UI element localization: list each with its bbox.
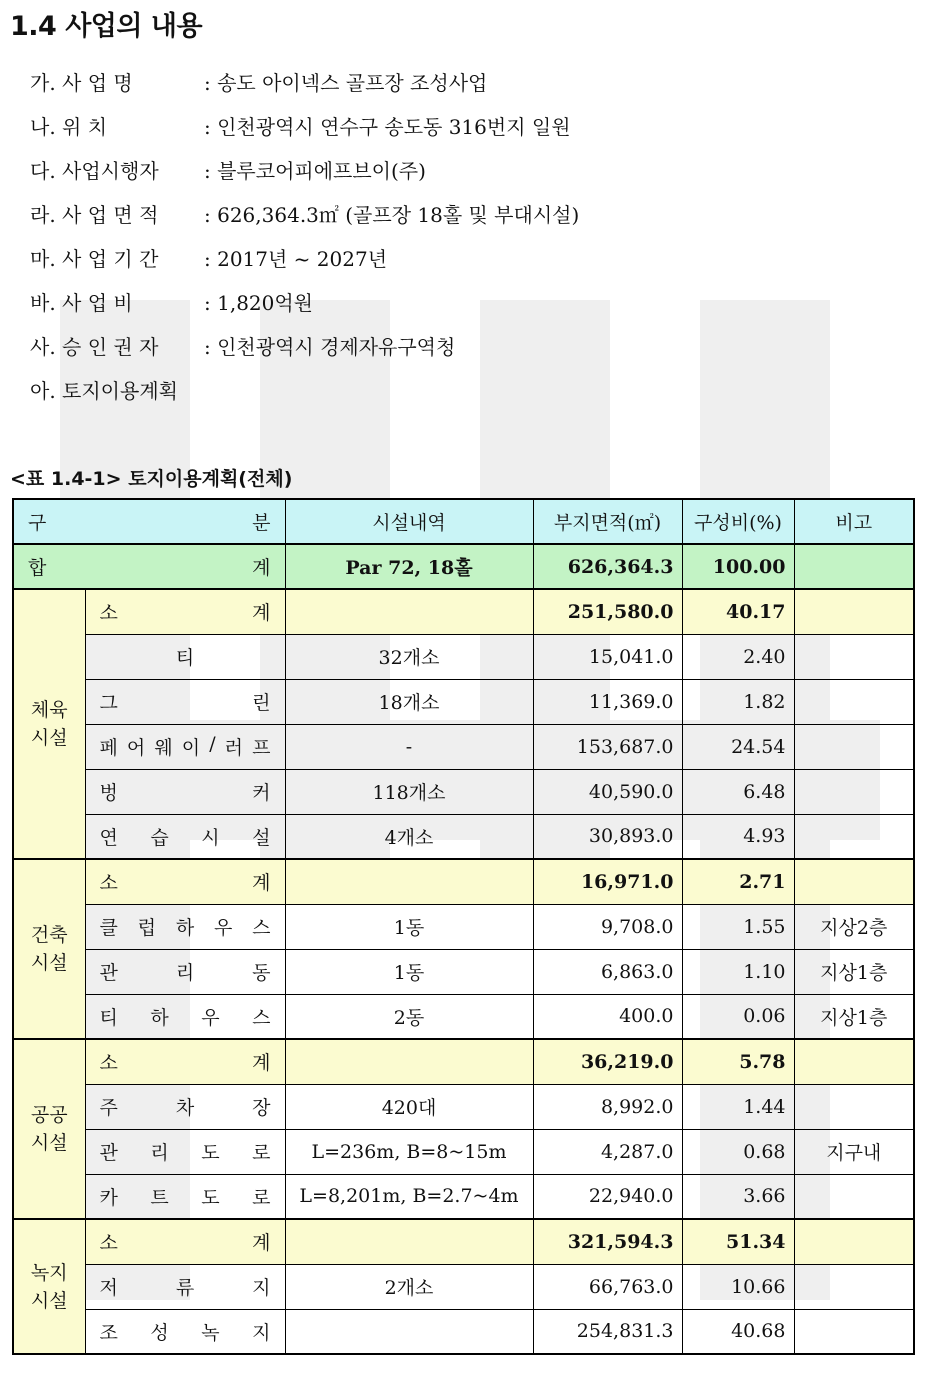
item-name-char: 습: [150, 826, 169, 849]
table-row: [13, 994, 914, 1039]
item-name: [85, 1084, 285, 1129]
info-row: [30, 198, 579, 242]
group-label: [13, 1039, 85, 1219]
item-name-char: 동: [252, 962, 271, 984]
item-ratio: 10.66: [682, 1264, 794, 1309]
section-title: 1.4 사업의 내용: [10, 11, 203, 42]
item-name-char: 관: [99, 962, 118, 984]
item-name-char: 성: [150, 1321, 169, 1344]
item-facility: 32개소: [285, 634, 533, 679]
item-name: [85, 814, 285, 859]
subtotal-ratio: 2.71: [682, 859, 794, 904]
table-row: [13, 904, 914, 949]
table-row: [13, 814, 914, 859]
item-name-char: 럽: [137, 917, 157, 939]
subtotal-facility: [285, 1039, 533, 1084]
info-label: 가. 사 업 명: [30, 71, 133, 95]
item-ratio: 24.54: [682, 724, 794, 769]
table-row: [13, 1129, 914, 1174]
subtotal-row: [13, 859, 914, 904]
item-note: [794, 724, 914, 769]
item-ratio: 1.10: [682, 949, 794, 994]
item-name-char: 우: [201, 1006, 220, 1029]
table-row: [13, 679, 914, 724]
item-name: [85, 1264, 285, 1309]
item-name-char: 트: [150, 1186, 169, 1209]
item-ratio: 4.93: [682, 814, 794, 859]
item-facility: 2동: [285, 994, 533, 1039]
total-label: [13, 544, 285, 589]
info-value: 인천광역시 경제자유구역청: [217, 335, 456, 359]
item-ratio: 2.40: [682, 634, 794, 679]
total-label-b: 계: [252, 557, 271, 579]
info-row: [30, 66, 579, 110]
table-row: [13, 634, 914, 679]
item-area: 4,287.0: [533, 1129, 682, 1174]
subtotal-note: [794, 859, 914, 904]
item-note: [794, 679, 914, 724]
info-label: 다. 사업시행자: [30, 159, 159, 183]
item-name-char: 스: [252, 1006, 271, 1029]
item-note: [794, 1174, 914, 1219]
item-note: [794, 814, 914, 859]
subtotal-facility: [285, 859, 533, 904]
subtotal-label: [85, 859, 285, 904]
subtotal-note: [794, 1219, 914, 1264]
item-note: [794, 769, 914, 814]
item-ratio: 0.06: [682, 994, 794, 1039]
info-label: 마. 사 업 기 간: [30, 247, 159, 271]
item-note: [794, 1084, 914, 1129]
item-facility: 4개소: [285, 814, 533, 859]
item-name-char: 시: [201, 826, 220, 849]
subtotal-label-b: 계: [252, 1232, 271, 1255]
item-name-char: /: [209, 733, 216, 755]
subtotal-label-b: 계: [252, 602, 271, 625]
total-area: 626,364.3: [533, 544, 682, 589]
subtotal-area: 321,594.3: [533, 1219, 682, 1264]
project-info-list: [30, 66, 579, 418]
item-area: 400.0: [533, 994, 682, 1039]
item-facility: 420대: [285, 1084, 533, 1129]
info-colon: :: [204, 247, 218, 271]
header-gubun-b: 분: [252, 512, 271, 534]
item-facility: 1동: [285, 949, 533, 994]
table-caption: <표 1.4-1> 토지이용계획(전체): [10, 468, 293, 490]
info-colon: :: [204, 115, 218, 139]
subtotal-label-a: 소: [99, 1232, 118, 1255]
subtotal-ratio: 51.34: [682, 1219, 794, 1264]
subtotal-area: 251,580.0: [533, 589, 682, 634]
info-colon: :: [204, 335, 218, 359]
item-name-char: 이: [181, 737, 201, 759]
info-row: [30, 374, 579, 418]
table-row: [13, 769, 914, 814]
item-name-char: 로: [252, 1142, 271, 1164]
header-note: 비고: [794, 499, 914, 544]
info-value: 1,820억원: [217, 291, 314, 315]
info-value: 626,364.3㎡ (골프장 18홀 및 부대시설): [217, 203, 580, 227]
subtotal-row: [13, 589, 914, 634]
header-area: 부지면적(㎡): [533, 499, 682, 544]
info-label: 아. 토지이용계획: [30, 379, 178, 403]
group-label-line2: 시설: [30, 727, 68, 749]
item-name: [85, 724, 285, 769]
info-colon: :: [204, 203, 218, 227]
item-name-char: 페: [99, 737, 118, 759]
item-name-char: 우: [213, 917, 233, 939]
table-row: [13, 949, 914, 994]
info-row: [30, 110, 579, 154]
item-area: 15,041.0: [533, 634, 682, 679]
header-ratio: 구성비(%): [682, 499, 794, 544]
subtotal-row: [13, 1039, 914, 1084]
group-label-line1: 녹지: [30, 1261, 68, 1284]
subtotal-area: 36,219.0: [533, 1039, 682, 1084]
group-label-line2: 시설: [30, 1289, 68, 1312]
item-name-char: 어: [126, 737, 146, 759]
item-name-char: 스: [252, 917, 271, 939]
subtotal-note: [794, 1039, 914, 1084]
info-value: 2017년 ~ 2027년: [217, 247, 388, 271]
item-name: [85, 994, 285, 1039]
item-name-char: 리: [150, 1142, 169, 1164]
total-facility: Par 72, 18홀: [285, 544, 533, 589]
item-name: [85, 1129, 285, 1174]
item-name-char: 연: [99, 826, 118, 849]
item-note: 지구내: [794, 1129, 914, 1174]
group-label: [13, 1219, 85, 1354]
item-note: [794, 1309, 914, 1354]
total-label-a: 합: [28, 557, 47, 579]
table-header-row: [13, 499, 914, 544]
item-name-char: 차: [175, 1097, 195, 1119]
item-area: 9,708.0: [533, 904, 682, 949]
item-name-char: 저: [99, 1277, 118, 1299]
total-ratio: 100.00: [682, 544, 794, 589]
item-name-char: 린: [252, 692, 271, 714]
info-label: 바. 사 업 비: [30, 291, 133, 315]
item-name: [85, 949, 285, 994]
info-colon: :: [204, 291, 218, 315]
subtotal-label-b: 계: [252, 1052, 271, 1075]
item-name: [85, 1174, 285, 1219]
item-area: 30,893.0: [533, 814, 682, 859]
info-label: 나. 위 치: [30, 115, 108, 139]
group-label-line2: 시설: [30, 952, 68, 974]
item-ratio: 1.82: [682, 679, 794, 724]
info-label: 라. 사 업 면 적: [30, 203, 159, 227]
item-note: [794, 634, 914, 679]
table-row: [13, 1264, 914, 1309]
subtotal-row: [13, 1219, 914, 1264]
item-name-char: 지: [252, 1321, 271, 1344]
item-name-char: 녹: [201, 1321, 220, 1344]
header-facility: 시설내역: [285, 499, 533, 544]
item-ratio: 1.44: [682, 1084, 794, 1129]
item-name-char: 도: [201, 1142, 220, 1164]
item-name-char: 티: [99, 1006, 118, 1029]
item-name-char: 리: [175, 962, 195, 984]
item-area: 254,831.3: [533, 1309, 682, 1354]
subtotal-label: [85, 1039, 285, 1084]
item-name-char: 웨: [154, 737, 173, 759]
subtotal-label: [85, 1219, 285, 1264]
subtotal-label: [85, 589, 285, 634]
info-row: [30, 330, 579, 374]
item-facility: L=236m, B=8~15m: [285, 1129, 533, 1174]
table-row: [13, 724, 914, 769]
item-name-char: 하: [175, 917, 195, 939]
subtotal-label-a: 소: [99, 1052, 118, 1075]
info-value: 송도 아이넥스 골프장 조성사업: [217, 71, 488, 95]
header-gubun-a: 구: [28, 512, 47, 534]
item-name-char: 프: [252, 737, 271, 759]
header-gubun: [13, 499, 285, 544]
item-area: 153,687.0: [533, 724, 682, 769]
info-colon: :: [204, 159, 218, 183]
item-name-char: 류: [175, 1277, 195, 1299]
item-name-char: 하: [150, 1006, 169, 1029]
item-name-char: 커: [252, 782, 271, 804]
item-ratio: 40.68: [682, 1309, 794, 1354]
total-row: [13, 544, 914, 589]
item-ratio: 6.48: [682, 769, 794, 814]
group-label-line1: 공공: [30, 1104, 68, 1126]
group-label-line1: 체육: [30, 699, 68, 721]
info-value: 인천광역시 연수구 송도동 316번지 일원: [217, 115, 571, 139]
subtotal-label-b: 계: [252, 872, 271, 895]
subtotal-facility: [285, 589, 533, 634]
item-facility: 1동: [285, 904, 533, 949]
item-area: 11,369.0: [533, 679, 682, 724]
info-row: [30, 154, 579, 198]
group-label: [13, 589, 85, 859]
subtotal-label-a: 소: [99, 872, 118, 895]
item-area: 40,590.0: [533, 769, 682, 814]
item-name-char: 조: [99, 1321, 118, 1344]
item-name: [85, 904, 285, 949]
item-name: [85, 1309, 285, 1354]
item-note: 지상1층: [794, 949, 914, 994]
info-colon: :: [204, 71, 218, 95]
item-name: [85, 679, 285, 724]
item-note: 지상2층: [794, 904, 914, 949]
item-name-char: 장: [252, 1097, 271, 1119]
info-value: 블루코어피에프브이(주): [217, 159, 426, 183]
item-facility: 18개소: [285, 679, 533, 724]
item-name-char: 설: [252, 826, 271, 849]
item-name-char: 로: [252, 1186, 271, 1209]
subtotal-label-a: 소: [99, 602, 118, 625]
info-label: 사. 승 인 권 자: [30, 335, 159, 359]
item-facility: [285, 1309, 533, 1354]
item-name: [85, 769, 285, 814]
group-label-line2: 시설: [30, 1132, 68, 1154]
table-row: [13, 1084, 914, 1129]
subtotal-ratio: 5.78: [682, 1039, 794, 1084]
group-label-line1: 건축: [30, 924, 68, 946]
item-name-char: 도: [201, 1186, 220, 1209]
item-name: [85, 634, 285, 679]
item-area: 8,992.0: [533, 1084, 682, 1129]
item-ratio: 3.66: [682, 1174, 794, 1219]
item-name-char: 주: [99, 1097, 118, 1119]
item-facility: 2개소: [285, 1264, 533, 1309]
item-facility: 118개소: [285, 769, 533, 814]
item-name-char: 그: [99, 692, 118, 714]
item-area: 66,763.0: [533, 1264, 682, 1309]
table-row: [13, 1309, 914, 1354]
subtotal-ratio: 40.17: [682, 589, 794, 634]
item-name-text: 티: [175, 647, 195, 669]
info-row: [30, 286, 579, 330]
item-name-char: 러: [224, 737, 244, 759]
item-name-char: 클: [99, 917, 118, 939]
land-use-table: [12, 498, 915, 1355]
subtotal-area: 16,971.0: [533, 859, 682, 904]
total-note: [794, 544, 914, 589]
item-name-char: 지: [252, 1277, 271, 1299]
item-ratio: 0.68: [682, 1129, 794, 1174]
subtotal-note: [794, 589, 914, 634]
item-name-char: 관: [99, 1142, 118, 1164]
item-ratio: 1.55: [682, 904, 794, 949]
item-area: 6,863.0: [533, 949, 682, 994]
item-name-char: 카: [99, 1186, 118, 1209]
item-facility: L=8,201m, B=2.7~4m: [285, 1174, 533, 1219]
item-note: 지상1층: [794, 994, 914, 1039]
item-facility: -: [285, 724, 533, 769]
item-name-char: 벙: [99, 782, 118, 804]
info-row: [30, 242, 579, 286]
item-area: 22,940.0: [533, 1174, 682, 1219]
table-row: [13, 1174, 914, 1219]
subtotal-facility: [285, 1219, 533, 1264]
group-label: [13, 859, 85, 1039]
item-note: [794, 1264, 914, 1309]
